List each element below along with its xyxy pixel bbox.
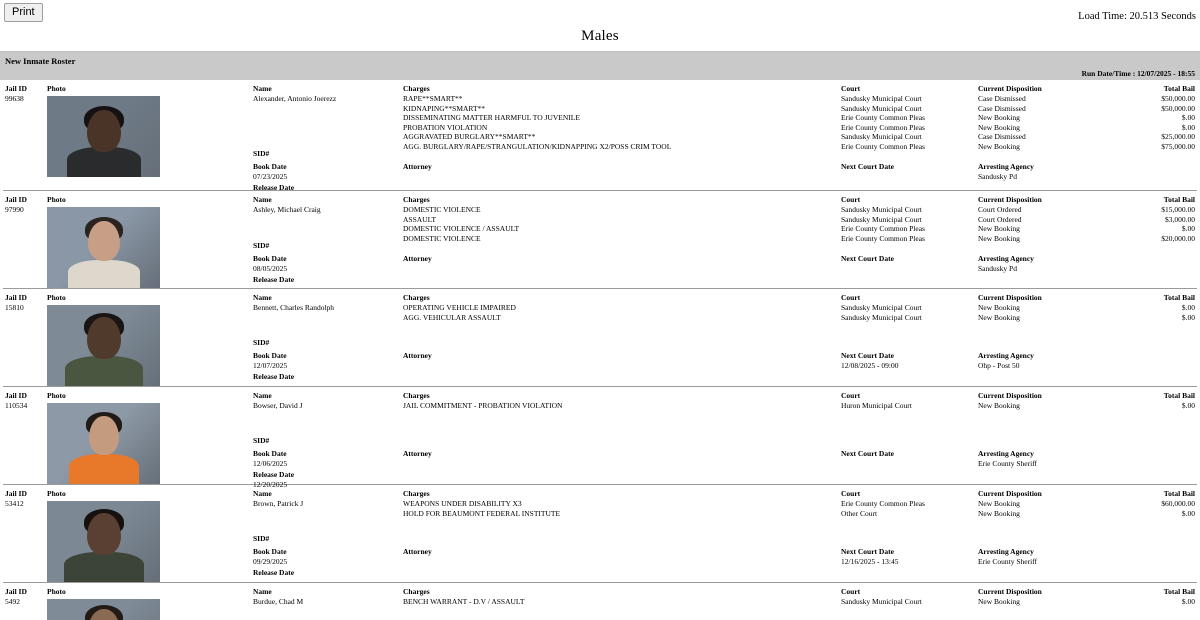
photo-header: Photo — [47, 293, 66, 302]
total-bail-cell — [1108, 387, 1195, 411]
charge-value: JAIL COMMITMENT - PROBATION VIOLATION — [403, 401, 563, 410]
name-cell — [253, 191, 398, 215]
jail-id-value: 15810 — [5, 303, 24, 312]
jail-id-cell — [5, 191, 45, 215]
arresting-agency-block — [978, 161, 1034, 182]
charges-cell — [403, 387, 838, 411]
disposition-value: New Booking — [978, 597, 1020, 606]
jail-id-value: 53412 — [5, 499, 24, 508]
attorney-header: Attorney — [403, 449, 432, 458]
attorney-block — [403, 448, 432, 459]
sid-header: SID# — [253, 149, 270, 158]
court-value: Sandusky Municipal Court — [841, 597, 922, 606]
inmate-photo — [47, 403, 160, 484]
disposition-value: New Booking — [978, 401, 1020, 410]
disposition-value: New Booking — [978, 312, 1020, 322]
inmate-photo — [47, 501, 160, 582]
charges-header: Charges — [403, 391, 430, 400]
photo-header: Photo — [47, 489, 66, 498]
disposition-header: Current Disposition — [978, 84, 1042, 93]
total-bail-value: $50,000.00 — [1161, 103, 1195, 113]
arresting-agency-header: Arresting Agency — [978, 351, 1034, 360]
charges-cell — [403, 583, 838, 607]
release-date-value: 12/20/2025 — [253, 479, 288, 489]
name-header: Name — [253, 195, 272, 204]
court-cell — [841, 80, 976, 151]
charge-value: DOMESTIC VIOLENCE — [403, 233, 481, 243]
disposition-value: New Booking — [978, 113, 1020, 122]
total-bail-header: Total Bail — [1163, 489, 1195, 498]
charges-cell — [403, 485, 838, 518]
photo-header: Photo — [47, 391, 66, 400]
inmate-photo — [47, 96, 160, 177]
next-court-date-header: Next Court Date — [841, 351, 894, 360]
total-bail-value: $.00 — [1181, 224, 1195, 233]
jail-id-cell — [5, 289, 45, 313]
book-date-header: Book Date — [253, 162, 287, 171]
total-bail-value: $.00 — [1181, 401, 1195, 410]
total-bail-value: $50,000.00 — [1161, 94, 1195, 103]
sid-header: SID# — [253, 534, 270, 543]
disposition-value: Case Dismissed — [978, 94, 1026, 103]
book-date-header: Book Date — [253, 351, 287, 360]
charges-cell — [403, 191, 838, 243]
total-bail-value: $60,000.00 — [1161, 499, 1195, 508]
disposition-value: New Booking — [978, 499, 1020, 508]
total-bail-cell — [1108, 485, 1195, 518]
attorney-header: Attorney — [403, 351, 432, 360]
court-value: Erie County Common Pleas — [841, 499, 925, 508]
court-cell — [841, 289, 976, 322]
court-value: Sandusky Municipal Court — [841, 132, 922, 141]
jail-id-value: 110534 — [5, 401, 28, 410]
inmate-record-row — [3, 387, 1197, 489]
disposition-value: Case Dismissed — [978, 132, 1026, 141]
name-cell — [253, 80, 398, 104]
jail-id-value: 99638 — [5, 94, 24, 103]
inmate-record-row — [3, 583, 1197, 620]
court-value: Sandusky Municipal Court — [841, 205, 922, 214]
name-cell — [253, 583, 398, 607]
disposition-value: New Booking — [978, 224, 1020, 233]
court-value: Erie County Common Pleas — [841, 224, 925, 233]
page-title: Males — [581, 28, 619, 44]
arresting-agency-header: Arresting Agency — [978, 254, 1034, 263]
jail-id-value: 5492 — [5, 597, 20, 606]
disposition-value: Court Ordered — [978, 214, 1022, 224]
next-court-date-header: Next Court Date — [841, 449, 894, 458]
total-bail-header: Total Bail — [1163, 391, 1195, 400]
photo-header: Photo — [47, 195, 66, 204]
attorney-header: Attorney — [403, 162, 432, 171]
total-bail-value: $3,000.00 — [1165, 214, 1195, 224]
run-datetime-label: Run Date/Time : 12/07/2025 - 18:55 — [1081, 69, 1195, 78]
book-date-value: 08/05/2025 — [253, 264, 288, 273]
court-value: Sandusky Municipal Court — [841, 303, 922, 312]
jail-id-header: Jail ID — [5, 293, 27, 302]
inmate-record-row — [3, 191, 1197, 289]
attorney-block — [403, 253, 432, 264]
book-date-block — [253, 546, 294, 578]
court-value: Sandusky Municipal Court — [841, 214, 922, 224]
name-header: Name — [253, 489, 272, 498]
disposition-header: Current Disposition — [978, 489, 1042, 498]
total-bail-cell — [1108, 80, 1195, 151]
charge-value: KIDNAPING**SMART** — [403, 103, 486, 113]
inmate-name-value: Bennett, Charles Randolph — [253, 303, 335, 312]
next-court-date-header: Next Court Date — [841, 254, 894, 263]
release-date-header: Release Date — [253, 469, 295, 479]
disposition-cell — [978, 80, 1108, 151]
attorney-block — [403, 546, 432, 557]
arresting-agency-value: Erie County Sheriff — [978, 557, 1038, 566]
charges-header: Charges — [403, 84, 430, 93]
sid-block — [253, 533, 269, 544]
charges-cell — [403, 80, 838, 151]
inmate-record-row — [3, 485, 1197, 583]
total-bail-value: $.00 — [1181, 122, 1195, 132]
charges-header: Charges — [403, 587, 430, 596]
book-date-header: Book Date — [253, 449, 287, 458]
arresting-agency-value: Sandusky Pd — [978, 264, 1017, 273]
court-header: Court — [841, 391, 861, 400]
book-date-value: 12/07/2025 — [253, 361, 288, 370]
name-header: Name — [253, 391, 272, 400]
inmate-record-row — [3, 289, 1197, 387]
charge-value: DOMESTIC VIOLENCE / ASSAULT — [403, 224, 520, 233]
total-bail-value: $25,000.00 — [1161, 132, 1195, 141]
court-value: Sandusky Municipal Court — [841, 103, 922, 113]
total-bail-value: $.00 — [1181, 303, 1195, 312]
jail-id-header: Jail ID — [5, 587, 27, 596]
total-bail-cell — [1108, 191, 1195, 243]
disposition-header: Current Disposition — [978, 587, 1042, 596]
total-bail-value: $.00 — [1181, 113, 1195, 122]
court-header: Court — [841, 587, 861, 596]
disposition-value: New Booking — [978, 508, 1020, 518]
charge-value: WEAPONS UNDER DISABILITY X3 — [403, 499, 522, 508]
disposition-value: New Booking — [978, 233, 1020, 243]
book-date-block — [253, 448, 294, 489]
jail-id-cell — [5, 583, 45, 607]
book-date-value: 12/06/2025 — [253, 459, 288, 468]
disposition-cell — [978, 191, 1108, 243]
disposition-value: New Booking — [978, 122, 1020, 132]
photo-cell — [47, 387, 247, 484]
court-cell — [841, 583, 976, 607]
court-header: Court — [841, 195, 861, 204]
top-toolbar — [0, 0, 1200, 28]
disposition-cell — [978, 485, 1108, 518]
arresting-agency-block — [978, 253, 1034, 274]
next-court-date-block — [841, 448, 894, 459]
next-court-date-block — [841, 253, 894, 264]
sid-block — [253, 240, 269, 251]
disposition-header: Current Disposition — [978, 293, 1042, 302]
disposition-cell — [978, 583, 1108, 607]
inmate-name-value: Alexander, Antonio Joerezz — [253, 94, 337, 103]
total-bail-value: $15,000.00 — [1161, 205, 1195, 214]
charges-header: Charges — [403, 293, 430, 302]
attorney-header: Attorney — [403, 547, 432, 556]
court-value: Sandusky Municipal Court — [841, 94, 922, 103]
release-date-header: Release Date — [253, 371, 295, 381]
total-bail-cell — [1108, 289, 1195, 322]
release-date-header: Release Date — [253, 567, 295, 577]
photo-header: Photo — [47, 84, 66, 93]
sid-block — [253, 435, 269, 446]
arresting-agency-header: Arresting Agency — [978, 449, 1034, 458]
name-cell — [253, 387, 398, 411]
court-value: Erie County Common Pleas — [841, 141, 925, 151]
inmate-name-value: Bowser, David J — [253, 401, 303, 410]
inmate-photo — [47, 207, 160, 288]
jail-id-header: Jail ID — [5, 391, 27, 400]
photo-cell — [47, 80, 247, 177]
book-date-header: Book Date — [253, 547, 287, 556]
jail-id-header: Jail ID — [5, 84, 27, 93]
attorney-block — [403, 350, 432, 361]
jail-id-header: Jail ID — [5, 195, 27, 204]
total-bail-header: Total Bail — [1163, 587, 1195, 596]
court-value: Sandusky Municipal Court — [841, 312, 922, 322]
name-cell — [253, 289, 398, 313]
sid-header: SID# — [253, 241, 270, 250]
court-value: Huron Municipal Court — [841, 401, 912, 410]
name-header: Name — [253, 587, 272, 596]
charge-value: AGG. VEHICULAR ASSAULT — [403, 312, 501, 322]
roster-banner-title: New Inmate Roster — [5, 56, 76, 66]
charge-value: PROBATION VIOLATION — [403, 122, 488, 132]
arresting-agency-block — [978, 448, 1037, 469]
arresting-agency-header: Arresting Agency — [978, 162, 1034, 171]
photo-cell — [47, 485, 247, 582]
jail-id-value: 97990 — [5, 205, 24, 214]
photo-cell — [47, 191, 247, 288]
court-cell — [841, 191, 976, 243]
charge-value: ASSAULT — [403, 214, 437, 224]
inmate-record-row — [3, 80, 1197, 191]
attorney-block — [403, 161, 432, 172]
court-header: Court — [841, 293, 861, 302]
attorney-header: Attorney — [403, 254, 432, 263]
book-date-header: Book Date — [253, 254, 287, 263]
name-header: Name — [253, 293, 272, 302]
charge-value: DISSEMINATING MATTER HARMFUL TO JUVENILE — [403, 113, 580, 122]
inmate-photo — [47, 305, 160, 386]
charge-value: RAPE**SMART** — [403, 94, 463, 103]
inmate-name-value: Burdue, Chad M — [253, 597, 304, 606]
total-bail-value: $.00 — [1181, 508, 1195, 518]
print-button[interactable]: Print — [4, 3, 43, 22]
court-value: Erie County Common Pleas — [841, 113, 925, 122]
sid-header: SID# — [253, 338, 270, 347]
disposition-value: New Booking — [978, 303, 1020, 312]
total-bail-value: $.00 — [1181, 312, 1195, 322]
disposition-value: Court Ordered — [978, 205, 1022, 214]
total-bail-header: Total Bail — [1163, 195, 1195, 204]
next-court-date-block — [841, 161, 894, 172]
inmate-name-value: Brown, Patrick J — [253, 499, 304, 508]
sid-header: SID# — [253, 436, 270, 445]
court-header: Court — [841, 84, 861, 93]
charges-header: Charges — [403, 489, 430, 498]
release-date-header: Release Date — [253, 182, 295, 192]
name-header: Name — [253, 84, 272, 93]
name-cell — [253, 485, 398, 509]
arresting-agency-block — [978, 350, 1034, 371]
total-bail-cell — [1108, 583, 1195, 607]
charge-value: BENCH WARRANT - D.V / ASSAULT — [403, 597, 525, 606]
inmate-name-value: Ashley, Michael Craig — [253, 205, 321, 214]
total-bail-value: $.00 — [1181, 597, 1195, 606]
disposition-header: Current Disposition — [978, 195, 1042, 204]
arresting-agency-value: Erie County Sheriff — [978, 459, 1038, 468]
court-cell — [841, 387, 976, 411]
arresting-agency-value: Sandusky Pd — [978, 172, 1017, 181]
sid-block — [253, 148, 269, 159]
arresting-agency-block — [978, 546, 1037, 567]
roster-banner — [0, 51, 1200, 80]
records-container — [0, 80, 1200, 620]
total-bail-value: $75,000.00 — [1161, 141, 1195, 151]
sid-block — [253, 337, 269, 348]
court-header: Court — [841, 489, 861, 498]
release-date-header: Release Date — [253, 274, 295, 284]
charge-value: AGGRAVATED BURGLARY**SMART** — [403, 132, 536, 141]
court-value: Erie County Common Pleas — [841, 233, 925, 243]
disposition-value: New Booking — [978, 141, 1020, 151]
arresting-agency-header: Arresting Agency — [978, 547, 1034, 556]
jail-id-header: Jail ID — [5, 489, 27, 498]
next-court-date-header: Next Court Date — [841, 547, 894, 556]
inmate-photo — [47, 599, 160, 620]
next-court-date-block — [841, 350, 899, 371]
arresting-agency-value: Ohp - Post 50 — [978, 361, 1020, 370]
total-bail-header: Total Bail — [1163, 293, 1195, 302]
charges-header: Charges — [403, 195, 430, 204]
jail-id-cell — [5, 485, 45, 509]
next-court-date-block — [841, 546, 899, 567]
next-court-date-value: 12/16/2025 - 13:45 — [841, 557, 899, 566]
load-time-label: Load Time: 20.513 Seconds — [1078, 11, 1196, 22]
charge-value: AGG. BURGLARY/RAPE/STRANGULATION/KIDNAPPING X2/POSS CRIM TOOL — [403, 141, 672, 151]
book-date-block — [253, 253, 294, 285]
book-date-block — [253, 350, 294, 382]
charge-value: OPERATING VEHICLE IMPAIRED — [403, 303, 516, 312]
book-date-value: 09/29/2025 — [253, 557, 288, 566]
disposition-header: Current Disposition — [978, 391, 1042, 400]
total-bail-value: $20,000.00 — [1161, 233, 1195, 243]
photo-cell — [47, 289, 247, 386]
disposition-cell — [978, 387, 1108, 411]
court-value: Other Court — [841, 508, 878, 518]
charges-cell — [403, 289, 838, 322]
photo-header: Photo — [47, 587, 66, 596]
next-court-date-value: 12/08/2025 - 09:00 — [841, 361, 899, 370]
book-date-block — [253, 161, 294, 193]
charge-value: HOLD FOR BEAUMONT FEDERAL INSTITUTE — [403, 508, 561, 518]
total-bail-header: Total Bail — [1163, 84, 1195, 93]
charge-value: DOMESTIC VIOLENCE — [403, 205, 481, 214]
jail-id-cell — [5, 387, 45, 411]
court-cell — [841, 485, 976, 518]
jail-id-cell — [5, 80, 45, 104]
book-date-value: 07/23/2025 — [253, 172, 288, 181]
court-value: Erie County Common Pleas — [841, 122, 925, 132]
disposition-cell — [978, 289, 1108, 322]
disposition-value: Case Dismissed — [978, 103, 1026, 113]
photo-cell — [47, 583, 247, 620]
next-court-date-header: Next Court Date — [841, 162, 894, 171]
